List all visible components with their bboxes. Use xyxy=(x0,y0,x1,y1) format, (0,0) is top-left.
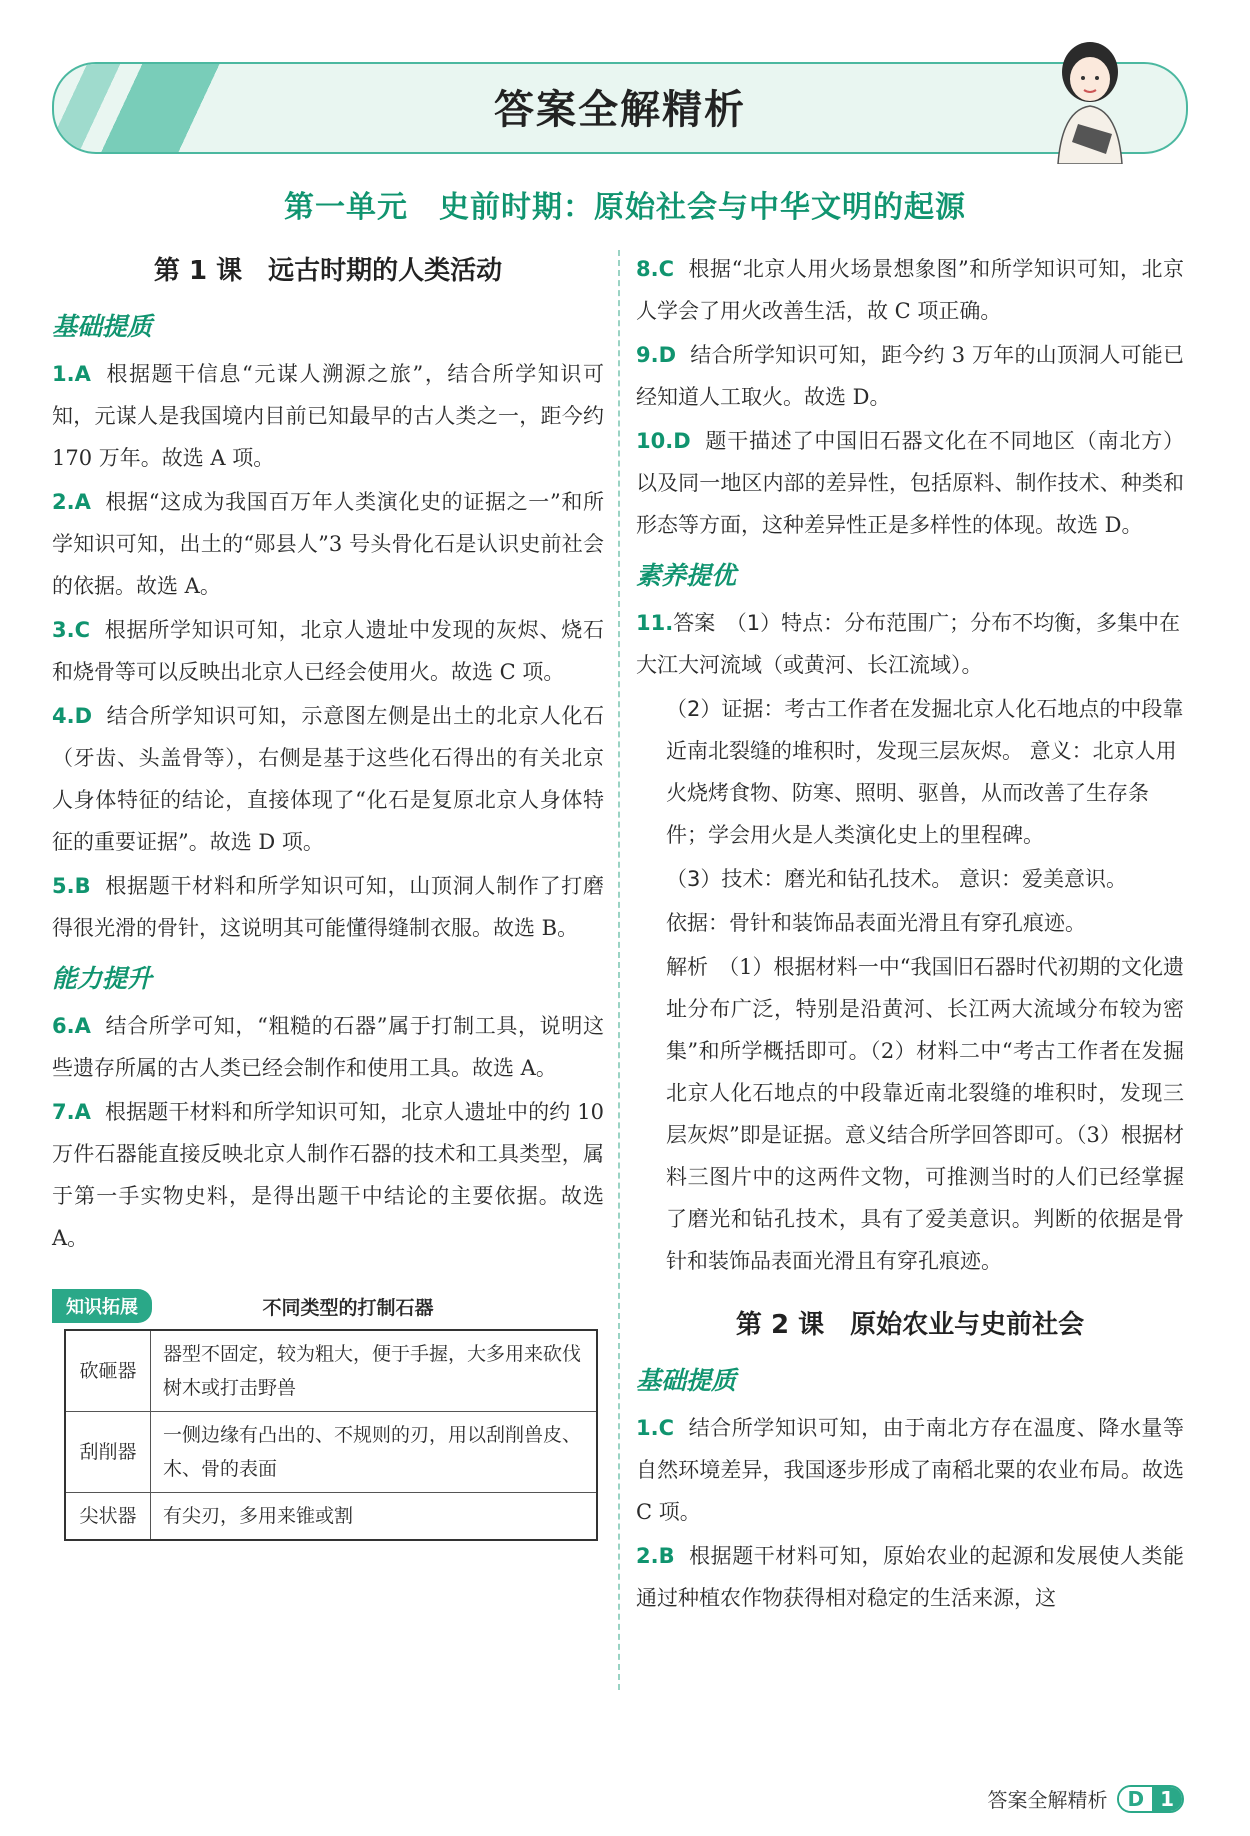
answer-text: 结合所学知识可知，距今约 3 万年的山顶洞人可能已经知道人工取火。故选 D。 xyxy=(636,343,1184,409)
answer-item xyxy=(52,609,604,693)
answer-item xyxy=(636,1535,1184,1619)
answer-text: 根据题干材料和所学知识可知，北京人遗址中的约 10 万件石器能直接反映北京人制作石器的技术和工具类型，属于第一手实物史料，是得出题干中结论的主要依据。故选 A。 xyxy=(52,1100,604,1250)
analysis-paragraph xyxy=(636,946,1184,1282)
badge-letter: D xyxy=(1119,1787,1152,1811)
answer-item xyxy=(52,1091,604,1259)
lesson-title: 第 2 课 原始农业与史前社会 xyxy=(735,1310,1085,1340)
answer-paragraph: 依据：骨针和装饰品表面光滑且有穿孔痕迹。 xyxy=(666,911,1086,935)
answer-item xyxy=(52,481,604,607)
answer-text: 根据题干信息“元谋人溯源之旅”，结合所学知识可知，元谋人是我国境内目前已知最早的古人类之一，距今约 170 万年。故选 A 项。 xyxy=(52,362,604,470)
tool-name: 尖状器 xyxy=(65,1493,151,1541)
section-heading: 素养提优 xyxy=(636,561,737,590)
table-row xyxy=(65,1493,597,1541)
section-heading: 基础提质 xyxy=(52,312,153,341)
page-title: 答案全解精析 xyxy=(494,87,746,133)
answer-number: 1.A xyxy=(52,362,91,386)
answer-item xyxy=(52,695,604,863)
answer-text: 结合所学知识可知，由于南北方存在温度、降水量等自然环境差异，我国逐步形成了南稻北粟的农业布局。故选 C 项。 xyxy=(636,1416,1184,1524)
answer-text: 根据“这成为我国百万年人类演化史的证据之一”和所学知识可知，出土的“郧县人”3 号头骨化石是认识史前社会的依据。故选 A。 xyxy=(52,490,604,598)
answer-text: 结合所学知识可知，示意图左侧是出土的北京人化石（牙齿、头盖骨等），右侧是基于这些化石得出的有关北京人身体特征的结论，直接体现了“化石是复原北京人身体特征的重要证据”。故选 D 项。 xyxy=(52,704,604,854)
answer-item xyxy=(636,420,1184,546)
extension-title: 不同类型的打制石器 xyxy=(262,1296,434,1319)
analysis-label: 解析 xyxy=(666,955,709,979)
section-heading: 基础提质 xyxy=(636,1366,737,1395)
answer-item xyxy=(636,248,1184,332)
page-badge xyxy=(1117,1785,1184,1813)
answer-number: 8.C xyxy=(636,257,675,281)
answer-text: 结合所学可知，“粗糙的石器”属于打制工具，说明这些遗存所属的古人类已经会制作和使用工具。故选 A。 xyxy=(52,1014,604,1080)
answer-label: 答案 xyxy=(673,611,716,635)
answer-number: 9.D xyxy=(636,343,677,367)
section-heading: 能力提升 xyxy=(52,964,153,993)
extension-tag: 知识拓展 xyxy=(52,1289,152,1323)
answer-item xyxy=(52,865,604,949)
answer-number: 2.B xyxy=(636,1544,675,1568)
knowledge-extension-box xyxy=(52,1289,604,1541)
answer-item xyxy=(52,1005,604,1089)
answer-paragraph: （3）技术：磨光和钻孔技术。 意识：爱美意识。 xyxy=(666,867,1128,891)
column-divider xyxy=(618,250,620,1690)
answer-paragraph: （2）证据：考古工作者在发掘北京人化石地点的中段靠近南北裂缝的堆积时，发现三层灰烬。 意义：北京人用火烧烤食物、防寒、照明、驱兽，从而改善了生存条件；学会用火是人类演化史上的里程碑。 xyxy=(666,697,1184,847)
tool-name: 刮削器 xyxy=(65,1412,151,1493)
answer-number: 11. xyxy=(636,611,674,635)
table-row xyxy=(65,1330,597,1412)
answer-number: 6.A xyxy=(52,1014,91,1038)
answer-number: 4.D xyxy=(52,704,93,728)
page-footer xyxy=(987,1784,1184,1813)
answer-number: 10.D xyxy=(636,429,691,453)
tool-description: 有尖刃，多用来锥或割 xyxy=(151,1493,598,1541)
footer-label: 答案全解精析 xyxy=(987,1788,1108,1812)
page-number: 1 xyxy=(1152,1787,1182,1811)
answer-number: 5.B xyxy=(52,874,91,898)
header-banner xyxy=(52,62,1188,154)
answer-text: 根据题干材料可知，原始农业的起源和发展使人类能通过种植农作物获得相对稳定的生活来源，这 xyxy=(636,1544,1184,1610)
answer-text: 根据题干材料和所学知识可知，山顶洞人制作了打磨得很光滑的骨针，这说明其可能懂得缝制衣服。故选 B。 xyxy=(52,874,604,940)
tool-name: 砍砸器 xyxy=(65,1330,151,1412)
answer-text: 根据“北京人用火场景想象图”和所学知识可知，北京人学会了用火改善生活，故 C 项正确。 xyxy=(636,257,1184,323)
unit-title: 第一单元 史前时期：原始社会与中华文明的起源 xyxy=(284,190,966,225)
lesson-title: 第 1 课 远古时期的人类活动 xyxy=(153,256,503,286)
left-column xyxy=(52,248,604,1541)
answer-text: （1）特点：分布范围广；分布不均衡，多集中在大江大河流域（或黄河、长江流域）。 xyxy=(636,611,1181,677)
answer-number: 3.C xyxy=(52,618,91,642)
right-column xyxy=(636,248,1184,1621)
tool-description: 器型不固定，较为粗大，便于手握，大多用来砍伐树木或打击野兽 xyxy=(151,1330,598,1412)
stone-tool-table xyxy=(64,1329,598,1541)
answer-item xyxy=(636,602,1184,686)
answer-item xyxy=(636,334,1184,418)
answer-item xyxy=(52,353,604,479)
tool-description: 一侧边缘有凸出的、不规则的刃，用以刮削兽皮、木、骨的表面 xyxy=(151,1412,598,1493)
analysis-text: （1）根据材料一中“我国旧石器时代初期的文化遗址分布广泛，特别是沿黄河、长江两大流域分布较为密集”和所学概括即可。（2）材料二中“考古工作者在发掘北京人化石地点的中段靠近南北裂缝的堆积时，发现三层灰烬”即是证据。意义结合所学回答即可。（3）根据材料三图片中的这两件文物，可推测当时的人们已经掌握了磨光和钻孔技术，具有了爱美意识。判断的依据是骨针和装饰品表面光滑且有穿孔痕迹。 xyxy=(666,955,1184,1273)
answer-text: 题干描述了中国旧石器文化在不同地区（南北方）以及同一地区内部的差异性，包括原料、制作技术、种类和形态等方面，这种差异性正是多样性的体现。故选 D。 xyxy=(636,429,1184,537)
answer-number: 7.A xyxy=(52,1100,91,1124)
girl-illustration-icon xyxy=(1020,24,1160,164)
table-row xyxy=(65,1412,597,1493)
answer-item xyxy=(636,1407,1184,1533)
answer-text: 根据所学知识可知，北京人遗址中发现的灰烬、烧石和烧骨等可以反映出北京人已经会使用火。故选 C 项。 xyxy=(52,618,604,684)
answer-number: 2.A xyxy=(52,490,91,514)
answer-number: 1.C xyxy=(636,1416,675,1440)
